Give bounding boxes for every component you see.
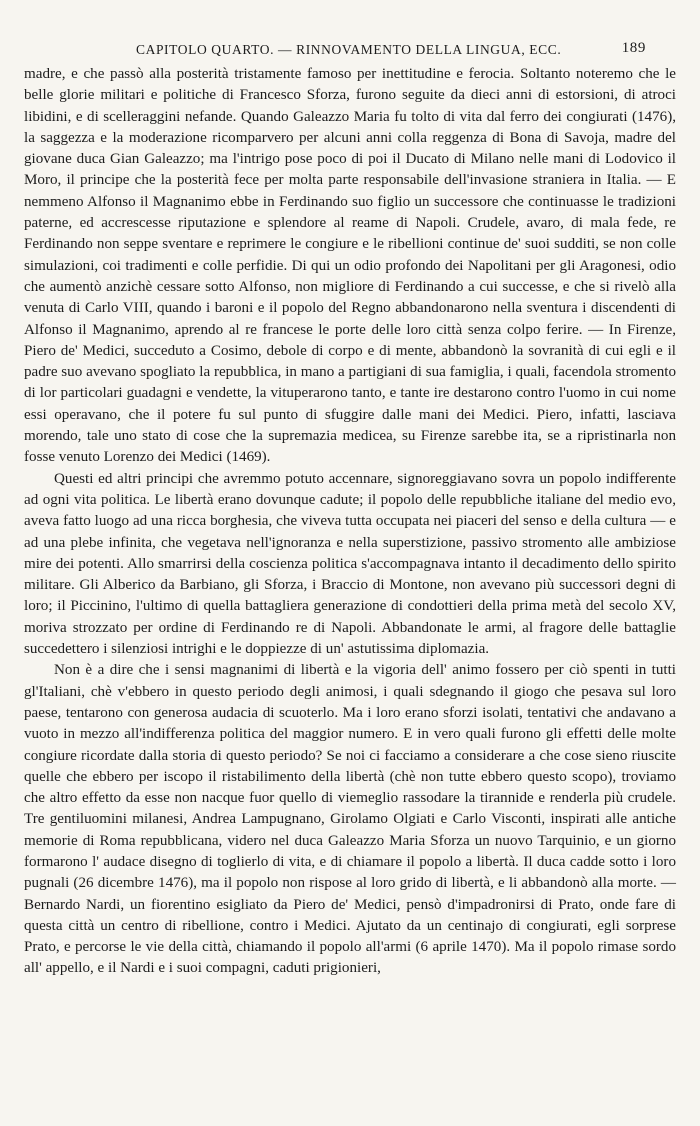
- running-title: CAPITOLO QUARTO. — RINNOVAMENTO DELLA LINGUA, ECC.: [136, 42, 562, 57]
- paragraph: Non è a dire che i sensi magnanimi di libertà e la vigoria dell' animo fossero per ciò spenti in tutti gl'Italiani, chè v'ebbero in questo periodo degli animosi, i quali sdegnando il giogo che pesava sul loro paese, tentarono con generosa audacia di scuoterlo. Ma i loro erano sforzi isolati, tentativi che andavano a vuoto in mezzo all'indifferenza politica del maggior numero. E in vero quali furono gli effetti delle molte congiure ricordate dalla storia di questo periodo? Se noi ci facciamo a considerare a che cose sieno riuscite quelle che ebbero per iscopo il ristabilimento della libertà (chè non tutte ebbero questo scopo), troviamo che altro effetto da esse non nacque fuor quello di viemeglio rassodare la tirannide e renderla più crudele. Tre gentiluomini milanesi, Andrea Lampugnano, Girolamo Olgiati e Carlo Visconti, inspirati alle antiche memorie di Roma repubblicana, videro nel duca Galeazzo Maria Sforza un nuovo Tarquinio, e un giorno formarono l' audace disegno di toglierlo di vita, e di chiamare il popolo a libertà. Il duca cadde sotto i loro pugnali (26 dicembre 1476), ma il popolo non rispose al loro grido di libertà, e li abbandonò alla morte. — Bernardo Nardi, un fiorentino esigliato da Piero de' Medici, pensò d'impadronirsi di Prato, onde fare di questa città un centro di ribellione, contro i Medici. Ajutato da un centinajo di congiurati, egli sorprese Prato, e percorse le vie della città, chiamando il popolo all'armi (6 aprile 1470). Ma il popolo rimase sordo all' appello, e il Nardi e i suoi compagni, caduti prigionieri,: [24, 662, 676, 977]
- body-text: [24, 64, 676, 980]
- paragraph: madre, e che passò alla posterità tristamente famoso per inettitudine e ferocia. Soltanto noteremo che le belle glorie militari e politiche di Francesco Sforza, furono seguite da dieci anni di estorsioni, di atroci libidini, e di scelleraggini nefande. Quando Galeazzo Maria fu tolto di vita dal ferro dei congiurati (1476), la saggezza e la moderazione ricomparvero per alcuni anni colla reggenza di Bona di Savoja, madre del giovane duca Gian Galeazzo; ma l'intrigo pose poco di poi il Ducato di Milano nelle mani di Lodovico il Moro, il principe che la posterità fece per molta parte responsabile dell'invasione straniera in Italia. — E nemmeno Alfonso il Magnanimo ebbe in Ferdinando suo figlio un successore che continuasse le tradizioni paterne, ed accrescesse riputazione e splendore al reame di Napoli. Crudele, avaro, di mala fede, re Ferdinando non seppe sventare e reprimere le congiure e le ribellioni continue de' suoi sudditi, se non colle simulazioni, coi tradimenti e colle perfidie. Di qui un odio profondo dei Napolitani per gli Aragonesi, odio che aumentò anzichè cessare sotto Alfonso, non migliore di Ferdinando a cui successe, e che si rivelò alla venuta di Carlo VIII, quando i baroni e il popolo del Regno abbandonarono nella sventura i discendenti di Alfonso il Magnanimo, aprendo al re francese le porte delle loro città senza colpo ferire. — In Firenze, Piero de' Medici, succeduto a Cosimo, debole di corpo e di mente, abbandonò la sovranità di cui egli e il padre suo avevano spogliato la repubblica, in mano a partigiani di sua famiglia, i quali, facendola stromento di lor particolari guadagni e vendette, la vituperarono tanto, e tante ire destarono contro l'uomo in cui nome essi operavano, che il potere fu sul punto di sfuggire dalle mani dei Medici. Piero, infatti, lasciava morendo, tale uno stato di cose che la supremazia medicea, su Firenze sarebbe ita, se a ripristinarla non fosse venuto Lorenzo dei Medici (1469).: [24, 66, 676, 466]
- page-number: 189: [621, 40, 646, 56]
- running-head: [24, 38, 676, 64]
- paragraph: Questi ed altri principi che avremmo potuto accennare, signoreggiavano sovra un popolo indifferente ad ogni vita politica. Le libertà erano dovunque cadute; il popolo delle repubbliche italiane del medio evo, aveva fatto luogo ad una ricca borghesia, che viveva tutta occupata nei piaceri del senso e della cultura — e ad una plebe infinita, che vegetava nell'ignoranza e nella superstizione, passivo stromento alle ambiziose mire dei potenti. Allo smarrirsi della coscienza politica s'accompagnava intanto il decadimento dello spirito militare. Gli Alberico da Barbiano, gli Sforza, i Braccio di Montone, non avevano più successori degni di loro; il Piccinino, l'ultimo di quella battagliera generazione di condottieri della prima metà del secolo XV, moriva strozzato per ordine di Ferdinando re di Napoli. Abbandonate le armi, al fragore delle battaglie succedettero i silenziosi intrighi e le doppiezze di un' astutissima diplomazia.: [24, 470, 676, 658]
